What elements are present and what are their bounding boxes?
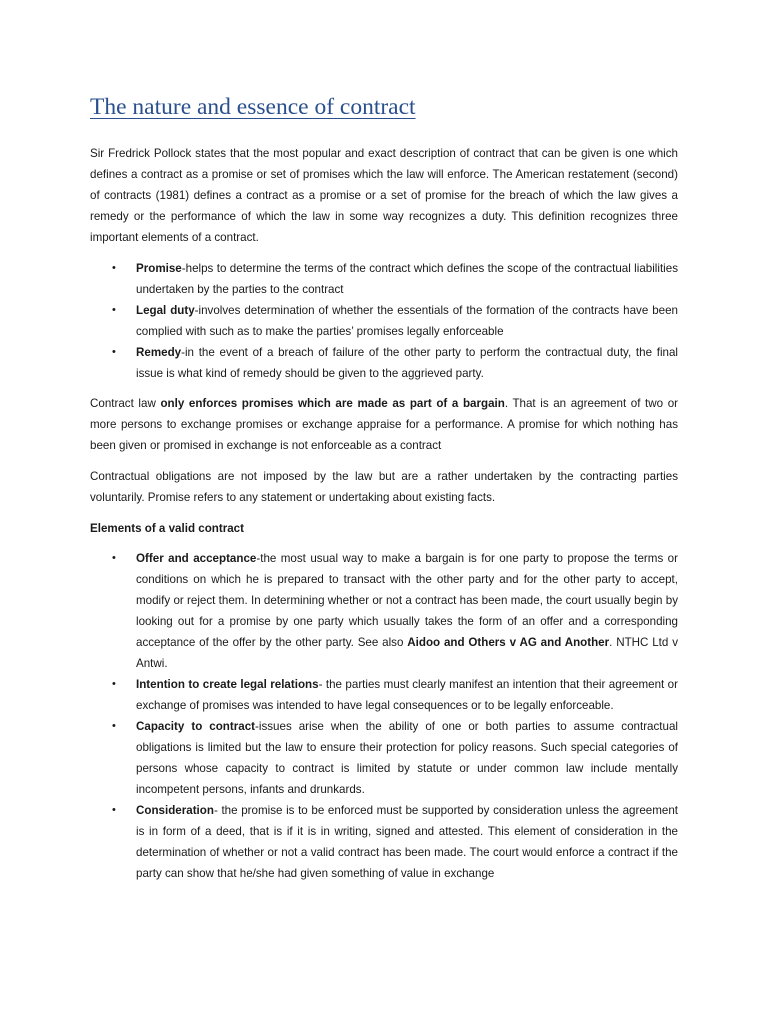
bullet-icon: • xyxy=(112,346,116,358)
term-text: -the most usual way to make a bargain is for one party to propose the terms or conditions on which he is prepared to transact with the other party and for the other party to accept, modify or reject them. In determining whether or not a contract has been made, the court usually begin by looking out for a promise by one party which usually takes the form of an offer and a corresponding acceptance of the offer by the other party. See also xyxy=(136,552,678,649)
three-elements-list xyxy=(90,258,678,384)
bargain-emphasis: only enforces promises which are made as part of a bargain xyxy=(160,397,505,410)
para-text: . That is an agreement of two or more persons to exchange promises or exchange appraise for a performance. A promise for which nothing has been given or promised in exchange is not enforceable as a contract xyxy=(90,397,679,452)
term-text: - the parties must clearly manifest an intention that their agreement or exchange of promises was intended to have legal consequences or to be legally enforceable. xyxy=(136,678,678,712)
bullet-icon: • xyxy=(112,552,116,564)
list-item xyxy=(90,800,678,884)
bargain-paragraph xyxy=(90,393,678,456)
list-item xyxy=(90,548,678,674)
list-item xyxy=(90,258,678,300)
term-text: - the promise is to be enforced must be supported by consideration unless the agreement is in form of a deed, that is if it is in writing, signed and attested. This element of consideration in the determination of whether or not a valid contract has been made. The court would enforce a contract if the party can show that he/she had given something of value in exchange xyxy=(136,804,678,880)
list-item xyxy=(90,300,678,342)
section-heading: Elements of a valid contract xyxy=(90,522,244,535)
term-offer-acceptance: Offer and acceptance xyxy=(136,552,257,565)
term-capacity: Capacity to contract xyxy=(136,720,256,733)
bullet-icon: • xyxy=(112,678,116,690)
term-text: -involves determination of whether the essentials of the formation of the contracts have been complied with such as to make the parties’ promises legally enforceable xyxy=(136,304,678,338)
bullet-icon: • xyxy=(112,304,116,316)
term-remedy: Remedy xyxy=(136,346,182,359)
list-item xyxy=(90,716,678,800)
bullet-icon: • xyxy=(112,804,116,816)
valid-elements-list xyxy=(90,548,678,884)
obligations-paragraph: Contractual obligations are not imposed by the law but are a rather undertaken by the contracting parties voluntarily. Promise refers to any statement or undertaking about existing facts. xyxy=(90,470,678,504)
bullet-icon: • xyxy=(112,720,116,732)
term-consideration: Consideration xyxy=(136,804,214,817)
list-item xyxy=(90,674,678,716)
term-text: -in the event of a breach of failure of the other party to perform the contractual duty, the final issue is what kind of remedy should be given to the aggrieved party. xyxy=(136,346,678,380)
term-text: -helps to determine the terms of the contract which defines the scope of the contractual liabilities undertaken by the parties to the contract xyxy=(136,262,678,296)
list-item xyxy=(90,342,678,384)
bullet-icon: • xyxy=(112,262,116,274)
intro-paragraph: Sir Fredrick Pollock states that the most popular and exact description of contract that can be given is one which defines a contract as a promise or set of promises which the law will enforce. The American restatement (second) of contracts (1981) defines a contract as a promise or a set of promise for the breach of which the law gives a remedy or the performance of which the law in some way recognizes a duty. This definition recognizes three important elements of a contract. xyxy=(90,147,678,244)
para-text: Contract law xyxy=(90,397,161,410)
term-text: -issues arise when the ability of one or both parties to assume contractual obligations is limited but the law to ensure their protection for policy reasons. Such special categories of persons whose capacity to contract is limited by statute or under common law include mentally incompetent persons, infants and drunkards. xyxy=(136,720,678,796)
case-citation: Aidoo and Others v AG and Another xyxy=(407,636,610,649)
term-text: . NTHC Ltd v Antwi. xyxy=(136,636,678,670)
term-promise: Promise xyxy=(136,262,182,275)
term-legal-duty: Legal duty xyxy=(136,304,195,317)
page-title: The nature and essence of contract xyxy=(90,94,416,120)
term-intention: Intention to create legal relations xyxy=(136,678,319,691)
